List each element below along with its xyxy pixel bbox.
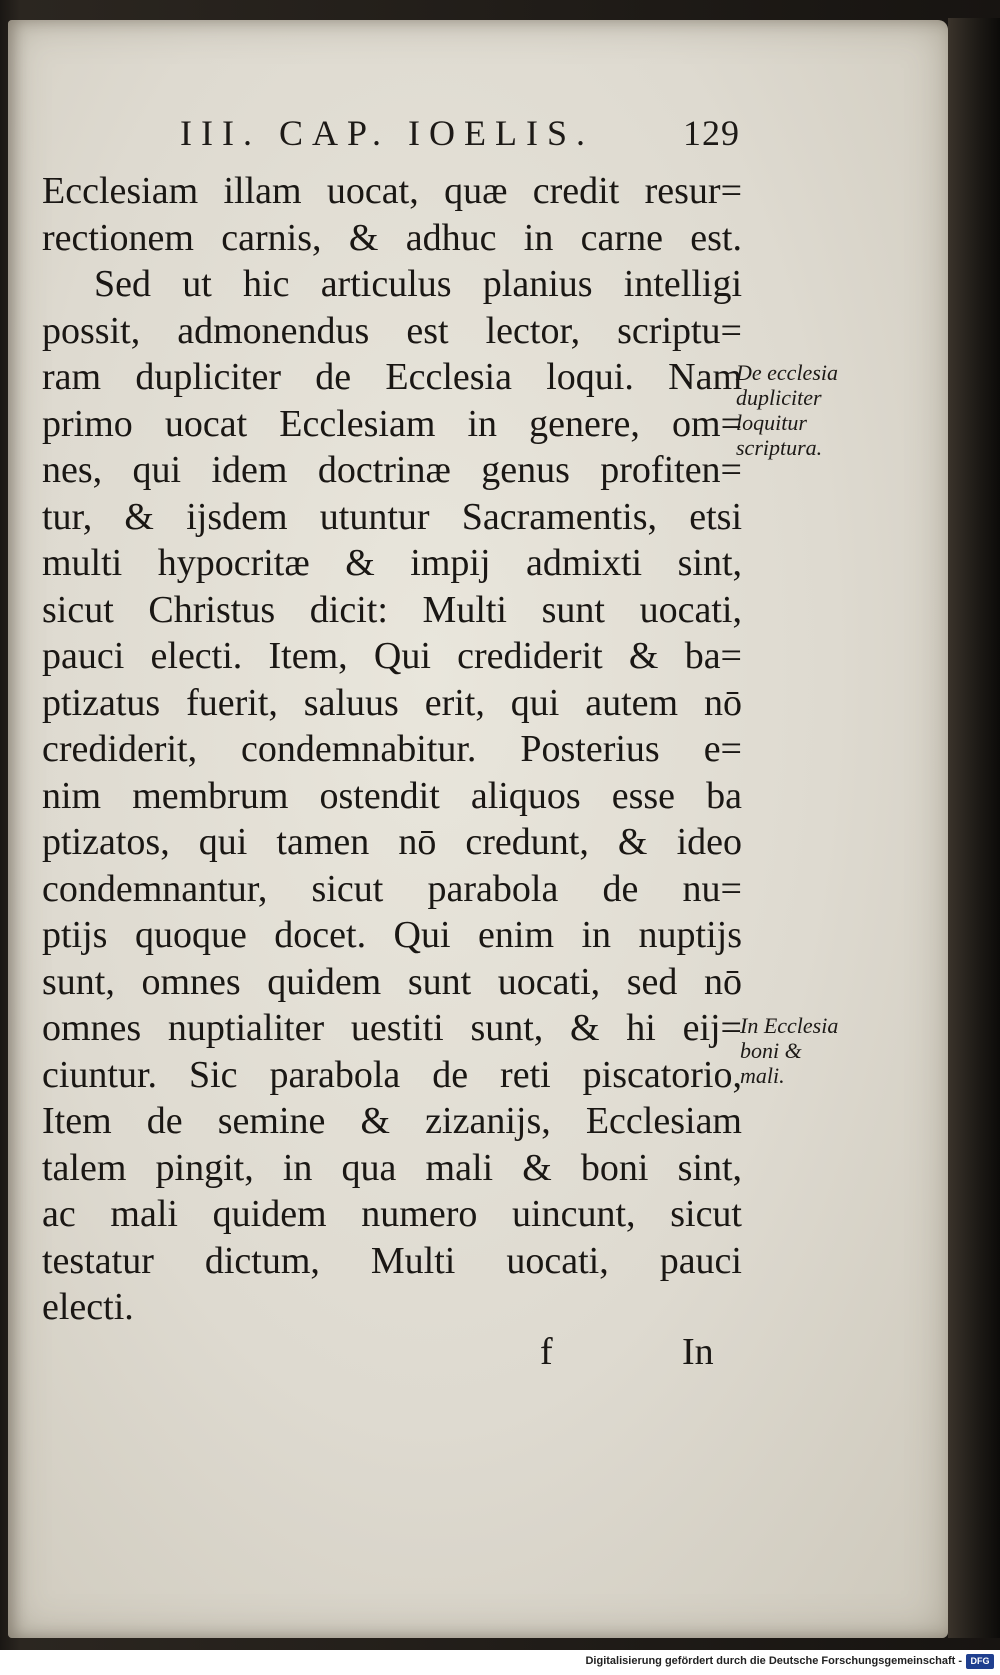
- text-line: nim membrum ostendit aliquos esse ba: [42, 774, 742, 817]
- text-line: ram dupliciter de Ecclesia loqui. Nam: [42, 356, 742, 398]
- text-line: talem pingit, in qua mali & boni sint,: [42, 1146, 742, 1189]
- text-line: tur, & ijsdem utuntur Sacramentis, etsi: [42, 495, 742, 538]
- text-line: sunt, omnes quidem sunt uocati, sed nō: [42, 960, 742, 1003]
- text-line: Item de semine & zizanijs, Ecclesiam: [42, 1100, 742, 1142]
- running-head-title: III. CAP. IOELIS.: [180, 113, 594, 153]
- digitization-footer: [0, 1650, 1000, 1675]
- text-line: primo uocat Ecclesiam in genere, om=: [42, 402, 742, 445]
- text-line: electi.: [42, 1286, 134, 1328]
- book-spine-edge: [948, 18, 1000, 1638]
- text-line: ptijs quoque docet. Qui enim in nuptijs: [42, 914, 742, 956]
- text-line: omnes nuptialiter uestiti sunt, & hi eij=: [42, 1007, 742, 1049]
- marginal-note-line: In Ecclesia: [740, 1013, 839, 1038]
- marginal-note-line: mali.: [740, 1063, 785, 1088]
- text-line: condemnantur, sicut parabola de nu=: [42, 867, 742, 910]
- main-text-block: [42, 168, 742, 1331]
- text-line: possit, admonendus est lector, scriptu=: [42, 309, 742, 352]
- text-line: Ecclesiam illam uocat, quæ credit resur=: [42, 170, 742, 212]
- text-line: ac mali quidem numero uincunt, sicut: [42, 1193, 742, 1235]
- marginal-note-line: dupliciter: [736, 385, 822, 410]
- funding-credit: Digitalisierung gefördert durch die Deutsche Forschungsgemeinschaft -: [585, 1655, 962, 1667]
- marginal-note-line: scriptura.: [736, 435, 823, 460]
- text-line: ptizatus fuerit, saluus erit, qui autem nō: [42, 681, 742, 724]
- text-line: testatur dictum, Multi uocati, pauci: [42, 1239, 742, 1282]
- text-line: pauci electi. Item, Qui crediderit & ba=: [42, 635, 742, 677]
- text-line: ciuntur. Sic parabola de reti piscatorio,: [42, 1053, 742, 1096]
- signature-mark: f: [540, 1331, 553, 1373]
- page-number: 129: [683, 113, 740, 153]
- text-line: Sed ut hic articulus planius intelligi: [94, 263, 742, 305]
- text-line: multi hypocritæ & impij admixti sint,: [42, 542, 742, 584]
- marginal-note-line: loquitur: [736, 410, 807, 435]
- text-line: ptizatos, qui tamen nō credunt, & ideo: [42, 821, 742, 863]
- marginal-note-ecclesia-dupliciter: [736, 360, 838, 460]
- text-line: sicut Christus dicit: Multi sunt uocati,: [42, 588, 742, 631]
- text-line: rectionem carnis, & adhuc in carne est.: [42, 216, 742, 259]
- catchword: In: [682, 1331, 714, 1373]
- marginal-note-line: boni &: [740, 1038, 802, 1063]
- text-line: nes, qui idem doctrinæ genus profiten=: [42, 449, 742, 491]
- running-head: [180, 112, 740, 154]
- text-line: crediderit, condemnabitur. Posterius e=: [42, 728, 742, 770]
- marginal-note-boni-et-mali: [740, 1013, 838, 1088]
- marginal-note-line: De ecclesia: [736, 360, 838, 385]
- dfg-logo-icon: DFG: [966, 1654, 994, 1669]
